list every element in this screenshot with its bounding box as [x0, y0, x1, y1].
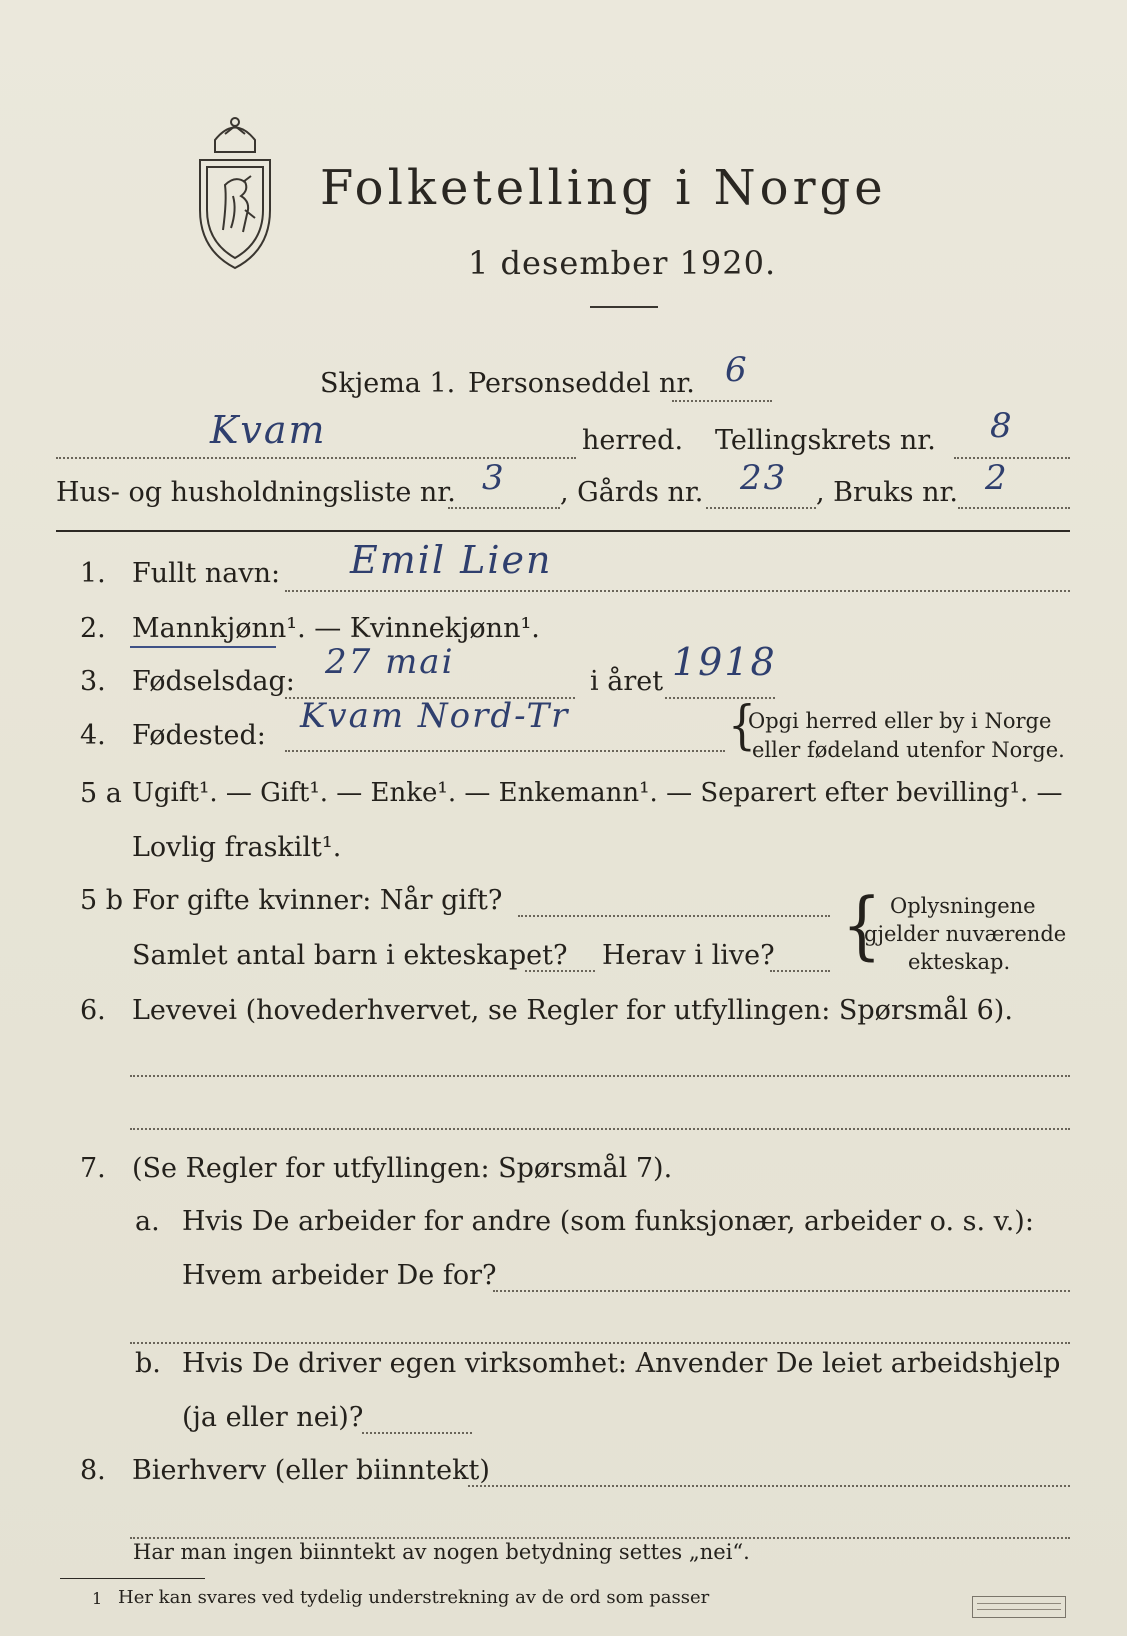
person-value[interactable]: 6: [725, 350, 749, 390]
q4-dots: [285, 750, 725, 752]
bruks-dots: [958, 507, 1070, 509]
q7a-employer-dots[interactable]: [493, 1290, 1070, 1292]
q7a-letter: a.: [135, 1206, 160, 1237]
note-text: Har man ingen biinntekt av nogen betydning settes „nei“.: [133, 1540, 750, 1564]
coat-of-arms-icon: [185, 110, 285, 275]
q1-label: Fullt navn:: [132, 558, 281, 589]
q4-note-line2: eller fødeland utenfor Norge.: [752, 738, 1065, 762]
q6-answer-line2[interactable]: [130, 1128, 1070, 1130]
person-dots: [672, 400, 772, 402]
q5b-note-line2: gjelder nuværende: [864, 922, 1067, 946]
q2-male-option[interactable]: Mannkjønn¹.: [132, 613, 306, 644]
q5b-children-dots: [525, 970, 595, 972]
header-rule: [56, 530, 1070, 532]
q3-number: 3.: [80, 666, 106, 697]
footnote-rule: [60, 1578, 205, 1579]
title-divider: [590, 306, 658, 308]
q5b-note-line1: Oplysningene: [890, 894, 1036, 918]
form-date: 1 desember 1920.: [468, 244, 777, 282]
form-title: Folketelling i Norge: [320, 160, 887, 216]
q5a-options[interactable]: Ugift¹. — Gift¹. — Enke¹. — Enkemann¹. — Separert efter bevilling¹. —: [132, 778, 1063, 808]
q6-number: 6.: [80, 995, 106, 1026]
q5b-label: For gifte kvinner: Når gift?: [132, 885, 503, 916]
q7b-letter: b.: [135, 1348, 161, 1379]
q8-extra-line[interactable]: [130, 1537, 1070, 1539]
krets-label: Tellingskrets nr.: [715, 425, 936, 456]
q7a-employer-label: Hvem arbeider De for?: [182, 1260, 497, 1291]
bruks-label: , Bruks nr.: [816, 477, 959, 508]
gards-value[interactable]: 23: [740, 458, 788, 498]
schema-label: Skjema 1.: [320, 368, 456, 399]
q8-dots[interactable]: [468, 1485, 1070, 1487]
q4-value[interactable]: Kvam Nord-Tr: [300, 696, 570, 736]
q5b-when-dots: [518, 915, 830, 917]
gards-label: , Gårds nr.: [560, 477, 704, 508]
q3-label: Fødselsdag:: [132, 666, 295, 697]
q5a-options-line2[interactable]: Lovlig fraskilt¹.: [132, 832, 342, 863]
q4-label: Fødested:: [132, 720, 266, 751]
hus-value[interactable]: 3: [482, 458, 506, 498]
q5b-brace: {: [842, 880, 882, 969]
printer-stamp: [972, 1596, 1066, 1618]
q2-female-option[interactable]: Kvinnekjønn¹.: [349, 613, 540, 644]
q2-male-underline: [130, 646, 276, 648]
footnote-number: 1: [92, 1589, 103, 1608]
q5b-number: 5 b: [80, 885, 124, 916]
q6-label: Levevei (hovederhvervet, se Regler for utfyllingen: Spørsmål 6).: [132, 995, 1013, 1026]
q7a-extra-line[interactable]: [130, 1342, 1070, 1344]
q1-value[interactable]: Emil Lien: [350, 538, 553, 582]
q5a-number: 5 a: [80, 778, 122, 809]
q7a-label: Hvis De arbeider for andre (som funksjonær, arbeider o. s. v.):: [182, 1206, 1034, 1237]
q2-options: [132, 613, 540, 644]
krets-dots: [954, 457, 1070, 459]
q2-separator: —: [305, 613, 350, 644]
q7b-answer-dots[interactable]: [362, 1432, 472, 1434]
bruks-value[interactable]: 2: [985, 458, 1009, 498]
q4-note-line1: Opgi herred eller by i Norge: [748, 709, 1052, 733]
q3-year-label: i året: [590, 666, 664, 697]
q6-answer-line1[interactable]: [130, 1075, 1070, 1077]
q4-number: 4.: [80, 720, 106, 751]
herred-value[interactable]: Kvam: [210, 408, 327, 452]
q5b-alive-dots: [770, 970, 830, 972]
hus-dots: [448, 507, 560, 509]
q3-year-value[interactable]: 1918: [672, 640, 777, 684]
q7b-label: Hvis De driver egen virksomhet: Anvender De leiet arbeidshjelp: [182, 1348, 1061, 1379]
footnote-text: Her kan svares ved tydelig understrekning av de ord som passer: [118, 1587, 710, 1608]
q5b-children-label: Samlet antal barn i ekteskapet?: [132, 940, 568, 971]
q8-number: 8.: [80, 1455, 106, 1486]
q3-value[interactable]: 27 mai: [325, 642, 455, 682]
q5b-note-line3: ekteskap.: [908, 950, 1011, 974]
q7-number: 7.: [80, 1153, 106, 1184]
q8-label: Bierhverv (eller biinntekt): [132, 1455, 490, 1486]
person-label: Personseddel nr.: [468, 368, 695, 399]
q1-number: 1.: [80, 558, 106, 589]
krets-value[interactable]: 8: [990, 406, 1014, 446]
q7b-answer-label: (ja eller nei)?: [182, 1402, 364, 1433]
q7-label: (Se Regler for utfyllingen: Spørsmål 7).: [132, 1153, 673, 1184]
herred-label: herred.: [582, 425, 684, 456]
hus-label: Hus- og husholdningsliste nr.: [56, 477, 456, 508]
q2-number: 2.: [80, 613, 106, 644]
q5b-alive-label: Herav i live?: [602, 940, 775, 971]
q3-year-dots: [665, 697, 775, 699]
q4-brace: {: [728, 694, 756, 757]
q1-dots: [285, 590, 1070, 592]
gards-dots: [706, 507, 816, 509]
